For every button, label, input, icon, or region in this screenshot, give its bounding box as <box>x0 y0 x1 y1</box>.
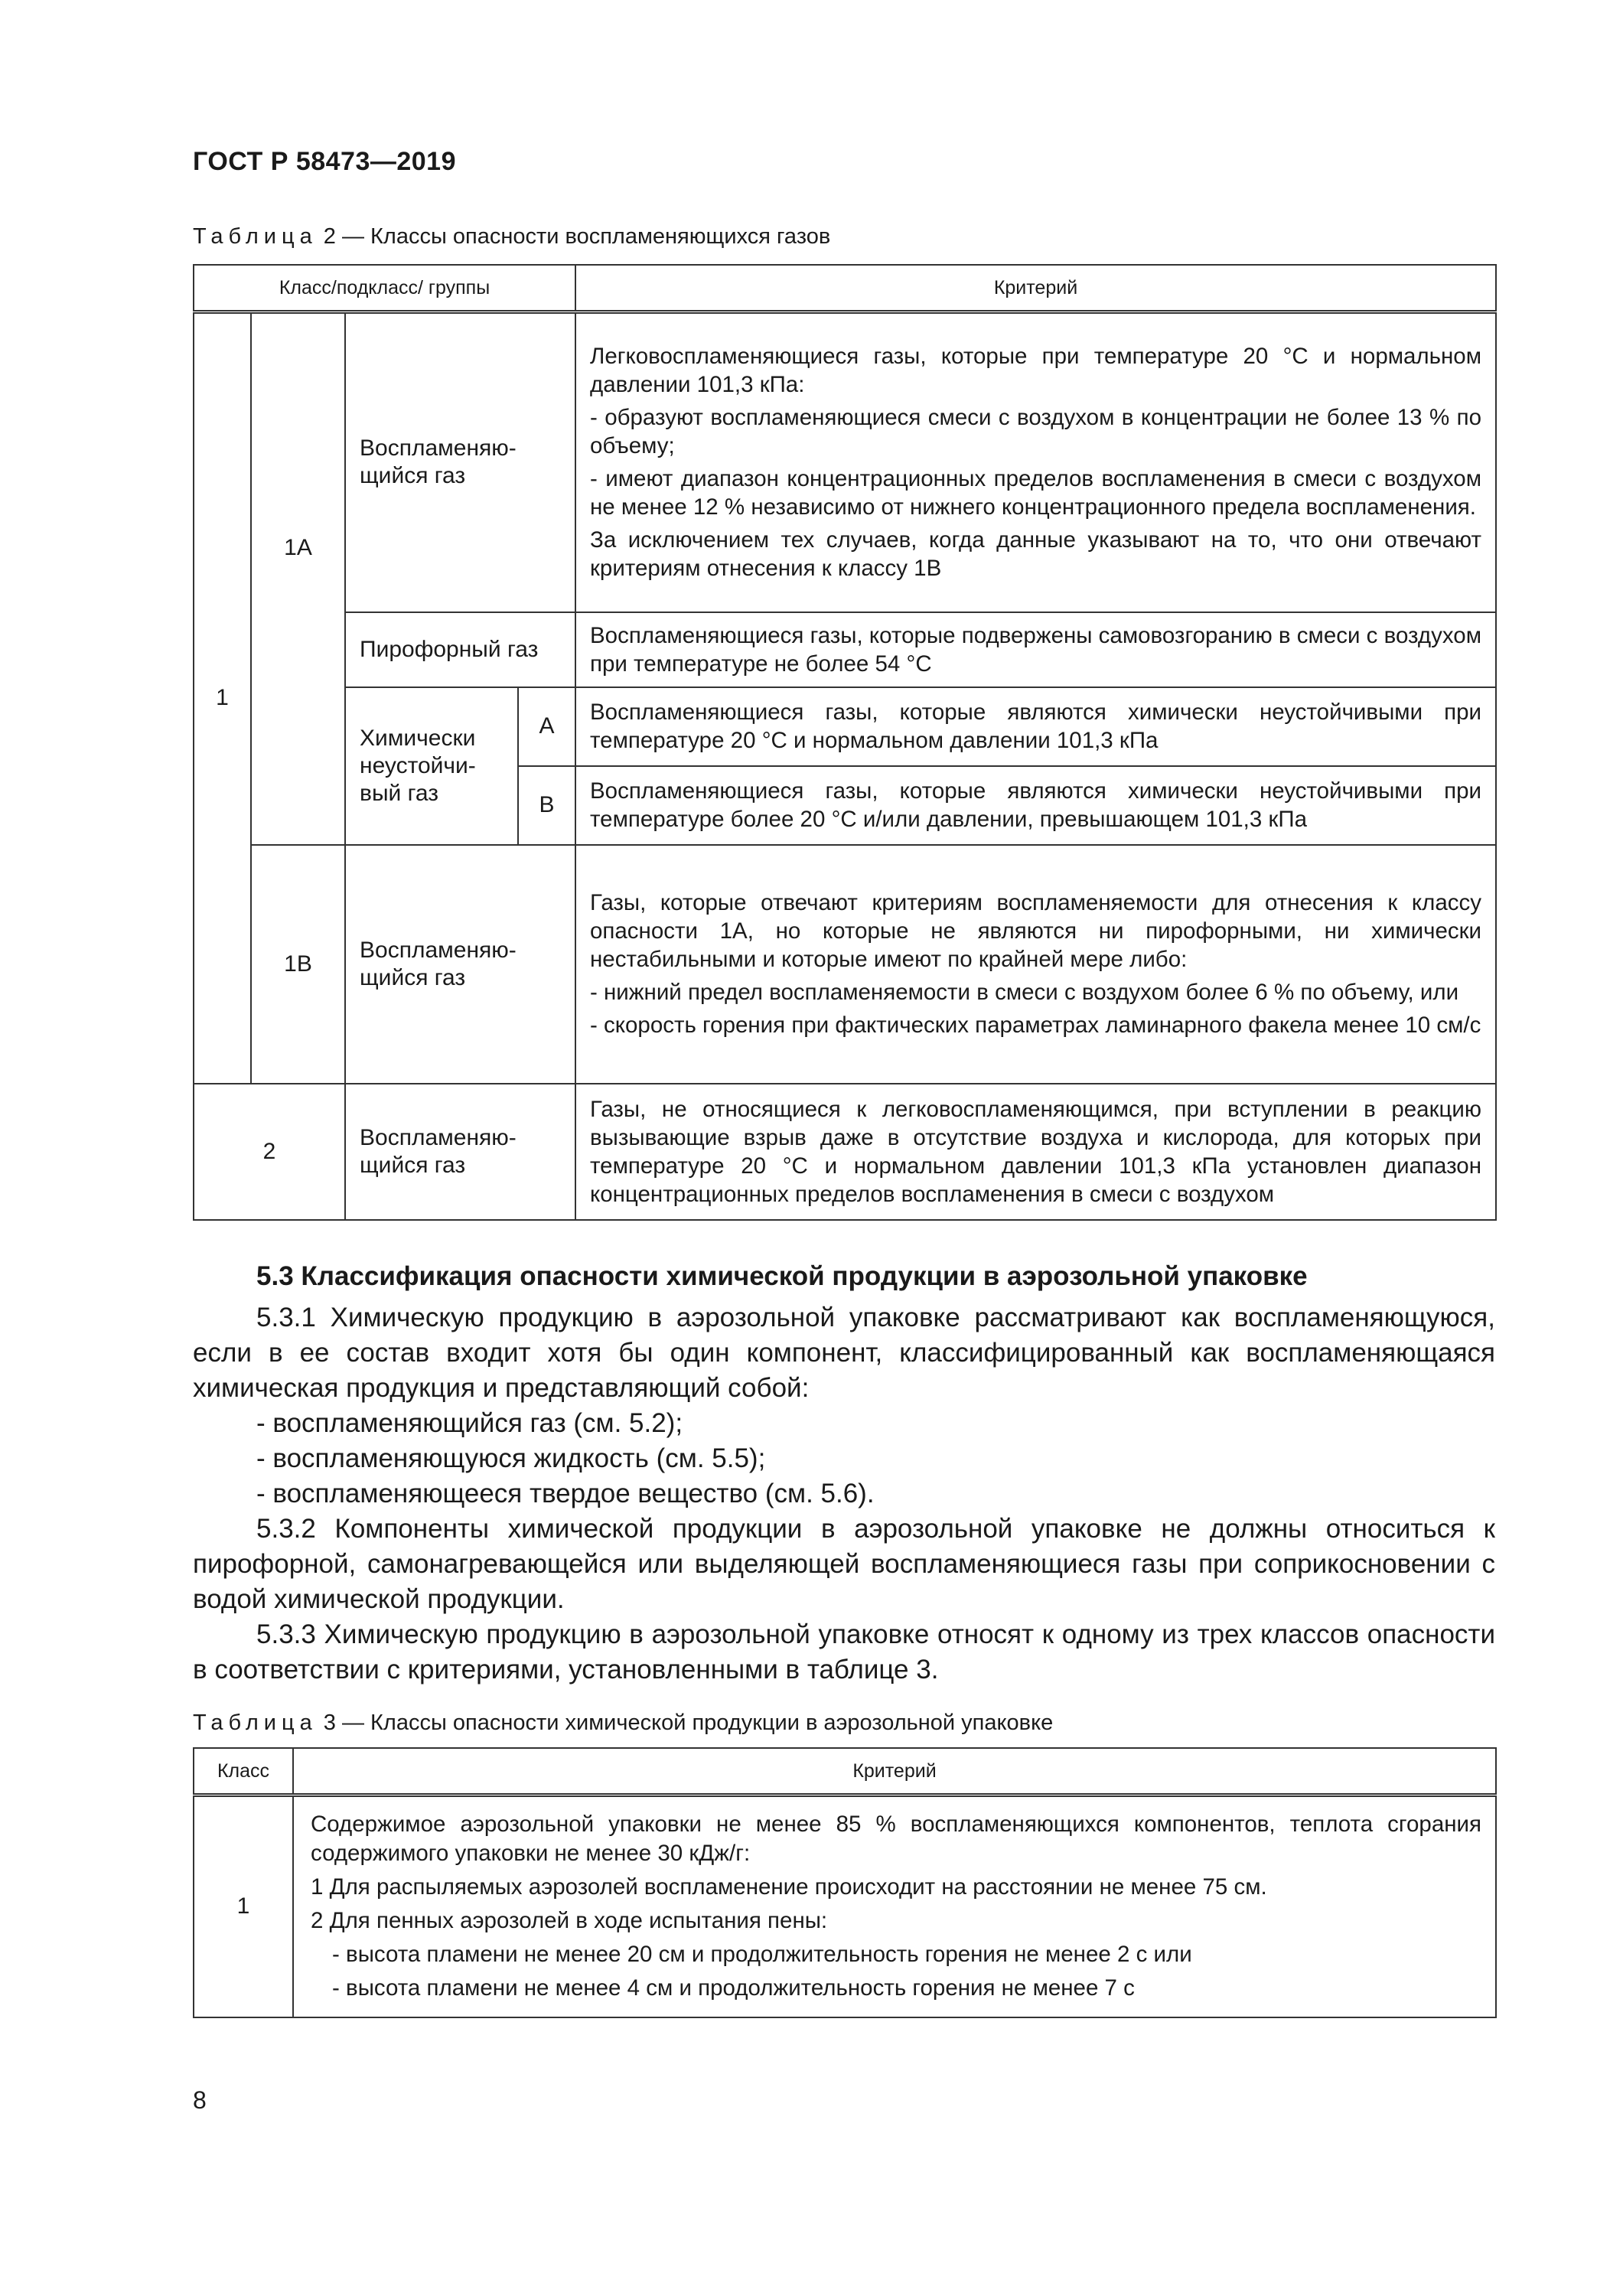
table2-criterion-class-2: Газы, не относящиеся к легковоспламеняющимся, при вступлении в реакцию вызывающие взрыв даже в отсутствие воздуха и кислорода, для которых при температуре 20 °C и нормальном давлении 101,3 кПа установлен диапазон концентрационных пределов воспламенения в смеси с воздухом <box>575 1084 1496 1220</box>
table2-criterion-1B: Газы, которые отвечают критериям воспламеняемости для отнесения к классу опасности 1A, но которые не являются ни пирофорными, ни химически нестабильными и которые имеют по крайней мере либо: - нижний предел воспламеняемости в смеси с воздухом более 6 % по объему, или - скорость горения при фактических параметрах ламинарного факела менее 10 см/с <box>575 845 1496 1084</box>
table2-criterion-1A-flammable: Легковоспламеняющиеся газы, которые при температуре 20 °C и нормальном давлении 101,3 кПа: - образуют воспламеняющиеся смеси с воздухом в концентрации не более 13 % по объему; - имеют диапазон концентрационных пределов воспламенения в смеси с воздухом не менее 12 % независимо от нижнего концентрационного предела воспламенения. За исключением тех случаев, когда данные указывают на то, что они отвечают критериям отнесения к классу 1B <box>575 312 1496 612</box>
table2-subclass-1A: 1A <box>251 312 345 845</box>
table2-header-class: Класс/подкласс/ группы <box>194 265 575 312</box>
table3-caption-text: 3 — Классы опасности химической продукции в аэрозольной упаковке <box>317 1711 1054 1735</box>
table2-class-2: 2 <box>194 1084 345 1220</box>
table2-header-criterion: Критерий <box>575 265 1496 312</box>
table2-caption-text: 2 — Классы опасности воспламеняющихся газов <box>317 224 831 249</box>
table2-category-A: A <box>518 687 575 766</box>
table3-header-class: Класс <box>194 1748 293 1795</box>
table3-aerosol-hazard-classes <box>193 1747 1497 2018</box>
table2-criterion-unstable-B: Воспламеняющиеся газы, которые являются химически неустойчивыми при температуре более 20 °C и/или давлении, превышающем 101,3 кПа <box>575 766 1496 845</box>
table2-label-flammable-gas-1A: Воспламеняю-щийся газ <box>345 312 575 612</box>
paragraph-5-3-1: 5.3.1 Химическую продукцию в аэрозольной упаковке рассматривают как воспламеняющуюся, если в ее состав входит хотя бы один компонент, классифицированный как воспламеняющаяся химическая продукция и представляющий собой: <box>193 1303 1495 1403</box>
paragraph-5-3-3: 5.3.3 Химическую продукцию в аэрозольной упаковке относят к одному из трех классов опасности в соответствии с критериями, установленными в таблице 3. <box>193 1619 1495 1684</box>
section-5-3 <box>193 1259 1495 1688</box>
table3-header-criterion: Критерий <box>293 1748 1496 1795</box>
table2-label-flammable-gas-1B: Воспламеняю-щийся газ <box>345 845 575 1084</box>
list-item-liquid: - воспламеняющуюся жидкость (см. 5.5); <box>256 1443 766 1473</box>
table2-criterion-pyrophoric: Воспламеняющиеся газы, которые подвержены самовозгоранию в смеси с воздухом при температуре не более 54 °C <box>575 612 1496 687</box>
section-5-3-heading: 5.3 Классификация опасности химической продукции в аэрозольной упаковке <box>256 1261 1308 1291</box>
document-code-header: ГОСТ Р 58473—2019 <box>193 147 457 176</box>
table2-label-unstable-gas: Химически неустойчи-вый газ <box>345 687 518 845</box>
table2-class-1: 1 <box>194 312 251 1084</box>
table2-gas-hazard-classes <box>193 264 1497 1221</box>
table3-criterion-class-1: Содержимое аэрозольной упаковки не менее 85 % воспламеняющихся компонентов, теплота сгорания содержимого упаковки не менее 30 кДж/г: 1 Для распыляемых аэрозолей воспламенение происходит на расстоянии не менее 75 см. 2 Для пенных аэрозолей в ходе испытания пены: - высота пламени не менее 20 см и продолжительность горения не менее 2 с или - высота пламени не менее 4 см и продолжительность горения не менее 7 с <box>293 1795 1496 2017</box>
table2-caption <box>193 224 830 249</box>
table2-label-flammable-gas-2: Воспламеняю-щийся газ <box>345 1084 575 1220</box>
table3-caption-word: Таблица <box>193 1711 318 1735</box>
table2-category-B: B <box>518 766 575 845</box>
table2-criterion-unstable-A: Воспламеняющиеся газы, которые являются химически неустойчивыми при температуре 20 °C и нормальном давлении 101,3 кПа <box>575 687 1496 766</box>
table2-subclass-1B: 1B <box>251 845 345 1084</box>
table2-label-pyrophoric-gas: Пирофорный газ <box>345 612 575 687</box>
table3-class-1: 1 <box>194 1795 293 2017</box>
table2-caption-word: Таблица <box>193 224 318 249</box>
list-item-gas: - воспламеняющийся газ (см. 5.2); <box>256 1408 683 1438</box>
page-number: 8 <box>193 2086 207 2114</box>
paragraph-5-3-2: 5.3.2 Компоненты химической продукции в аэрозольной упаковке не должны относиться к пирофорной, самонагревающейся или выделяющей воспламеняющиеся газы при соприкосновении с водой химической продукции. <box>193 1514 1495 1614</box>
list-item-solid: - воспламеняющееся твердое вещество (см. 5.6). <box>256 1479 875 1508</box>
table3-caption <box>193 1711 1053 1736</box>
